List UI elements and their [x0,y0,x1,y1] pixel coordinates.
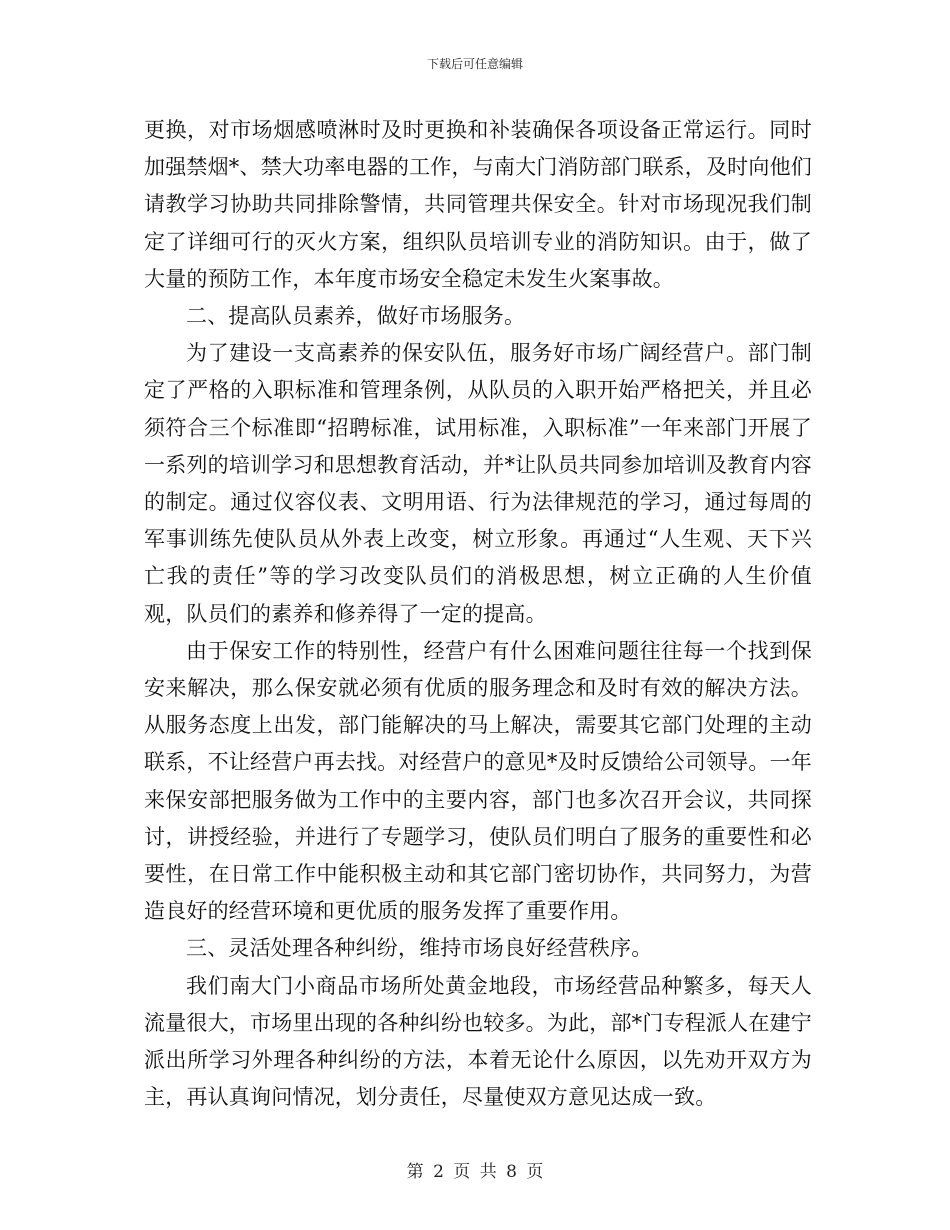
section-heading-2: 二、提高队员素养，做好市场服务。 [186,304,526,329]
paragraph-3: 为了建设一支高素养的保安队伍，服务好市场广阔经营户。部门制定了严格的入职标准和管理条例，从队员的入职开始严格把关，并且必须符合三个标准即“招聘标准，试用标准，入职标准”一年来部门开展了一系列的培训学习和思想教育活动，并*让队员共同参加培训及教育内容的制定。通过仪容仪表、文明用语、行为法律规范的学习，通过每周的军事训练先使队员从外表上改变，树立形象。再通过“人生观、天下兴亡我的责任”等的学习改变队员们的消极思想，树立正确的人生价值观，队员们的素养和修养得了一定的提高。 [144,341,812,626]
document-body [144,112,812,1116]
paragraph-4: 由于保安工作的特别性，经营户有什么困难问题往往每一个找到保安来解决，那么保安就必须有优质的服务理念和及时有效的解决方法。从服务态度上出发，部门能解决的马上解决，需要其它部门处理的主动联系，不让经营户再去找。对经营户的意见*及时反馈给公司领导。一年来保安部把服务做为工作中的主要内容，部门也多次召开会议，共同探讨，讲授经验，并进行了专题学习，使队员们明白了服务的重要性和必要性，在日常工作中能积极主动和其它部门密切协作，共同努力，为营造良好的经营环境和更优质的服务发挥了重要作用。 [144,638,812,924]
section-heading-3: 三、灵活处理各种纠纷，维持市场良好经营秩序。 [186,936,653,961]
paragraph-1: 更换，对市场烟感喷淋时及时更换和补装确保各项设备正常运行。同时加强禁烟*、禁大功率电器的工作，与南大门消防部门联系，及时向他们请教学习协助共同排除警情，共同管理共保安全。针对市场现况我们制定了详细可行的灭火方案，组织队员培训专业的消防知识。由于，做了大量的预防工作，本年度市场安全稳定未发生火案事故。 [144,118,812,291]
paragraph-6: 我们南大门小商品市场所处黄金地段，市场经营品种繁多，每天人流量很大，市场里出现的各种纠纷也较多。为此，部*门专程派人在建宁派出所学习外理各种纠纷的方法，本着无论什么原因，以先劝开双方为主，再认真询问情况，划分责任，尽量使双方意见达成一致。 [144,973,812,1110]
page-footer: 第 2 页 共 8 页 [406,1162,544,1182]
page-header: 下载后可任意编辑 [426,57,523,71]
